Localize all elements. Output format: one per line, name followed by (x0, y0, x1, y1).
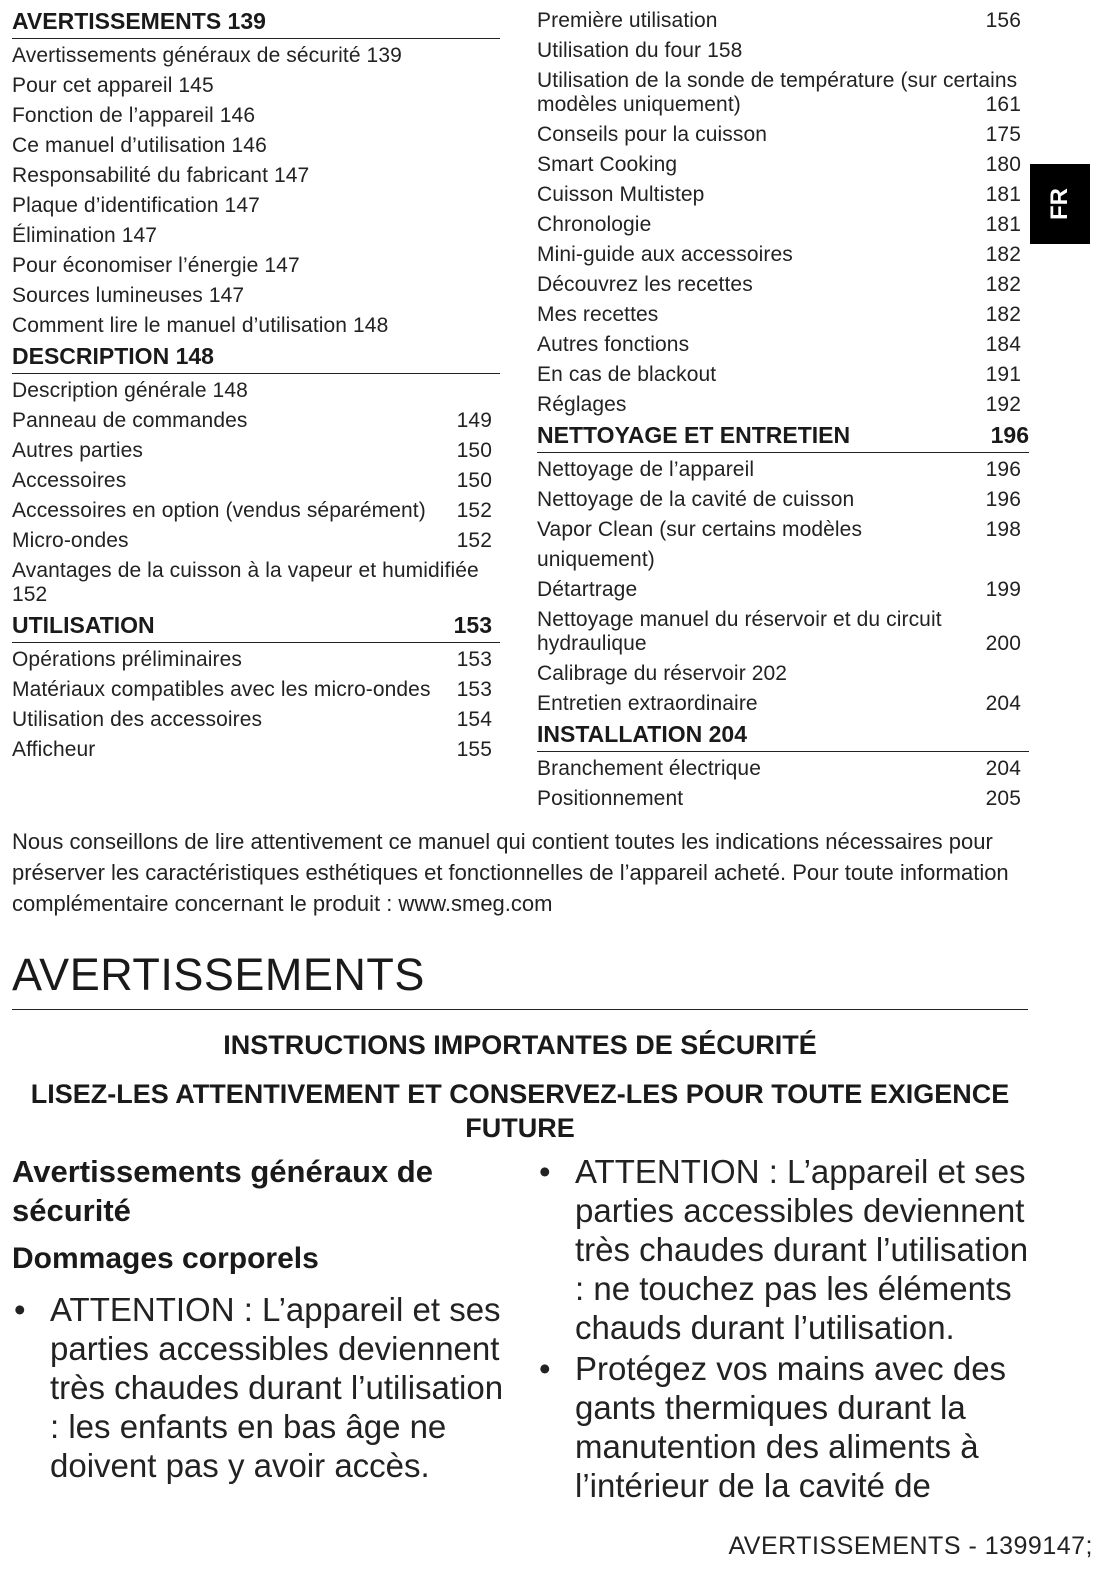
toc-entry[interactable]: Cuisson Multistep 181 (537, 183, 1021, 206)
toc-section-heading[interactable]: AVERTISSEMENTS 139 (12, 6, 500, 39)
toc-entry[interactable]: Réglages 192 (537, 393, 1021, 416)
injury-heading: Dommages corporels (12, 1242, 319, 1275)
toc-entry[interactable]: Panneau de commandes 149 (12, 409, 492, 432)
keep-heading: LISEZ-LES ATTENTIVEMENT ET CONSERVEZ-LES POUR TOUTE EXIGENCE FUTURE (30, 1079, 1010, 1143)
toc-entry[interactable]: Nettoyage de l’appareil 196 (537, 458, 1021, 481)
toc-entry[interactable]: Mini-guide aux accessoires 182 (537, 243, 1021, 266)
toc-entry[interactable]: Matériaux compatibles avec les micro-ondes 153 (12, 678, 492, 701)
toc-entry[interactable]: Branchement électrique 204 (537, 757, 1021, 780)
page-footer: AVERTISSEMENTS - 1399147; (728, 1532, 1093, 1560)
toc-section-heading[interactable]: NETTOYAGE ET ENTRETIEN 196 (537, 420, 1029, 453)
toc-entry[interactable]: Avertissements généraux de sécurité 139 (12, 44, 402, 67)
toc-entry[interactable]: Utilisation du four 158 (537, 39, 743, 62)
toc-entry[interactable]: Smart Cooking 180 (537, 153, 1021, 176)
section-title: AVERTISSEMENTS (12, 947, 1028, 1010)
toc-entry[interactable]: Élimination 147 (12, 224, 158, 247)
toc-entry[interactable]: Mes recettes 182 (537, 303, 1021, 326)
toc-entry[interactable]: Pour cet appareil 145 (12, 74, 214, 97)
warning-list (537, 1152, 1029, 1505)
toc-list (537, 455, 1029, 719)
warning-list (12, 1290, 512, 1485)
bullet-icon: • (14, 1291, 26, 1328)
toc-entry[interactable]: Micro-ondes 152 (12, 529, 492, 552)
toc-entry[interactable]: Afficheur 155 (12, 738, 492, 761)
bullet-icon: • (539, 1153, 551, 1190)
toc-section-heading[interactable]: INSTALLATION 204 (537, 719, 1029, 752)
toc-entry[interactable]: Entretien extraordinaire 204 (537, 692, 1021, 715)
toc-entry[interactable]: En cas de blackout 191 (537, 363, 1021, 386)
toc-entry[interactable]: Plaque d’identification 147 (12, 194, 260, 217)
toc-entry[interactable]: Première utilisation 156 (537, 9, 1021, 32)
general-safety-heading: Avertissements généraux de sécurité (12, 1154, 433, 1228)
toc-entry[interactable]: Utilisation des accessoires 154 (12, 708, 492, 731)
toc-entry[interactable]: Avantages de la cuisson à la vapeur et humidifiée 152 (12, 559, 479, 606)
toc-entry[interactable]: Sources lumineuses 147 (12, 284, 245, 307)
toc-entry[interactable]: Ce manuel d’utilisation 146 (12, 134, 267, 157)
toc-section (12, 6, 500, 341)
toc-entry[interactable]: Accessoires 150 (12, 469, 492, 492)
bullet-icon: • (539, 1350, 551, 1387)
toc-list (537, 754, 1029, 814)
safety-heading: INSTRUCTIONS IMPORTANTES DE SÉCURITÉ (223, 1030, 817, 1060)
body-right-column (537, 1152, 1029, 1507)
toc-entry[interactable]: Accessoires en option (vendus séparément) 152 (12, 499, 492, 522)
toc-section (537, 719, 1029, 814)
toc-entry[interactable]: Utilisation de la sonde de température (sur certains modèles uniquement) 161 (537, 69, 1021, 116)
toc-left-column (12, 6, 500, 765)
toc-list (12, 41, 500, 341)
toc-entry[interactable]: Fonction de l’appareil 146 (12, 104, 256, 127)
toc-entry[interactable]: Chronologie 181 (537, 213, 1021, 236)
language-tab-label: FR (1046, 188, 1073, 220)
toc-entry[interactable]: Découvrez les recettes 182 (537, 273, 1021, 296)
toc-entry[interactable]: Conseils pour la cuisson 175 (537, 123, 1021, 146)
toc-entry[interactable]: Autres parties 150 (12, 439, 492, 462)
body-left-column (12, 1152, 512, 1487)
toc-entry[interactable]: Autres fonctions 184 (537, 333, 1021, 356)
list-item: • ATTENTION : L’appareil et ses parties accessibles deviennent très chaudes durant l’utilisation : ne touchez pas les éléments chauds durant l’utilisation. (539, 1153, 1029, 1346)
toc-section-heading[interactable]: UTILISATION 153 (12, 610, 500, 643)
language-tab (1030, 164, 1090, 244)
toc-entry[interactable]: Détartrage 199 (537, 578, 1021, 601)
toc-entry[interactable]: Description générale 148 (12, 379, 248, 402)
list-item: • ATTENTION : L’appareil et ses parties accessibles deviennent très chaudes durant l’utilisation : les enfants en bas âge ne doivent pas y avoir accès. (14, 1291, 504, 1484)
toc-entry[interactable]: Calibrage du réservoir 202 (537, 662, 788, 685)
toc-entry[interactable]: Nettoyage manuel du réservoir et du circuit hydraulique 200 (537, 608, 1021, 655)
toc-list (537, 6, 1029, 420)
toc-list (12, 645, 500, 765)
toc-entry[interactable]: Opérations préliminaires 153 (12, 648, 492, 671)
toc-entry[interactable]: Comment lire le manuel d’utilisation 148 (12, 314, 389, 337)
list-item: • Protégez vos mains avec des gants thermiques durant la manutention des aliments à l’intérieur de la cavité de (539, 1350, 1007, 1504)
toc-section (537, 420, 1029, 719)
toc-right-column (537, 6, 1029, 814)
toc-section-heading[interactable]: DESCRIPTION 148 (12, 341, 500, 374)
toc-list (12, 376, 500, 607)
toc-section (12, 341, 500, 607)
toc-section (12, 610, 500, 765)
toc-entry[interactable]: Vapor Clean (sur certains modèles uniquement) 198 (537, 518, 1021, 571)
toc-entry[interactable]: Positionnement 205 (537, 787, 1021, 810)
toc-entry[interactable]: Pour économiser l’énergie 147 (12, 254, 300, 277)
toc-entry[interactable]: Responsabilité du fabricant 147 (12, 164, 310, 187)
intro-paragraph: Nous conseillons de lire attentivement ce manuel qui contient toutes les indications nécessaires pour préserver les caractéristiques esthétiques et fonctionnelles de l’appareil acheté. Pour toute information complémentaire concernant le produit : www.smeg.com (12, 829, 1009, 916)
toc-entry[interactable]: Nettoyage de la cavité de cuisson 196 (537, 488, 1021, 511)
